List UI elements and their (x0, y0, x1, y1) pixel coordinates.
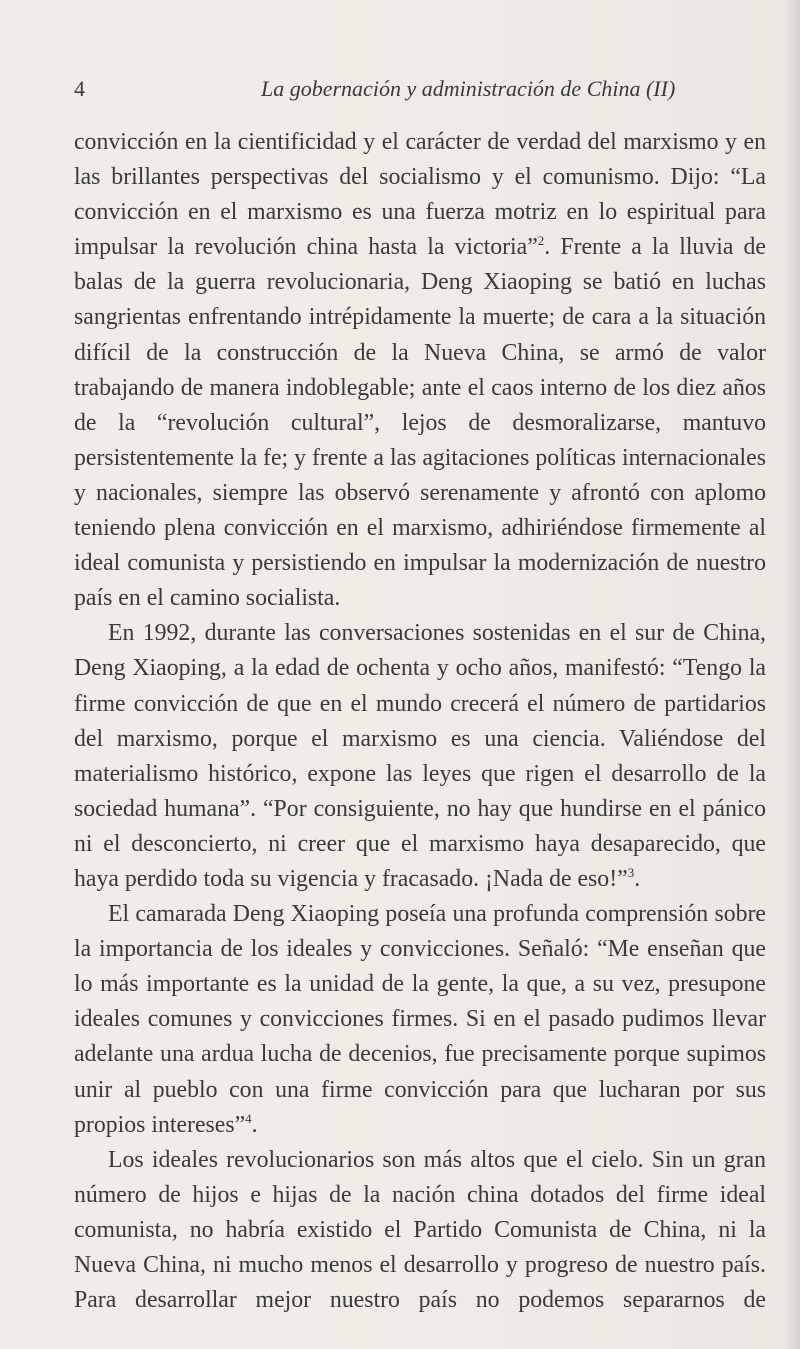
running-title: La gobernación y administración de China (II) (261, 76, 676, 101)
paragraph-4 (74, 1143, 766, 1318)
footnote-ref-2: 2 (537, 233, 545, 249)
footnote-ref-4: 4 (245, 1110, 252, 1126)
paragraph-1-text-b: . Frente a la lluvia de balas de la guerra revolucionaria, Deng Xiaoping se batió en luchas sangrientas enfrentando intrépidamente la muerte; de cara a la situación difícil de la construcción de la Nueva China, se armó de valor trabajando de manera indoblegable; ante el caos interno de los diez años de la “revolución cultural”, lejos de desmoralizarse, mantuvo persistentemente la fe; y frente a las agitaciones políticas internacionales y nacionales, siempre las observó serenamente y afrontó con aplomo teniendo plena convicción en el marxismo, adhiriéndose firmemente al ideal comunista y persistiendo en impulsar la modernización de nuestro país en el camino socialista. (74, 234, 766, 612)
body-text (74, 125, 766, 1318)
paragraph-3-text-b: . (251, 1111, 258, 1138)
paragraph-2-text-a: En 1992, durante las conversaciones sostenidas en el sur de China, Deng Xiaoping, a la edad de ochenta y ocho años, manifestó: “Tengo la firme convicción de que en el mundo crecerá el número de partidarios del marxismo, porque el marxismo es una ciencia. Valiéndose del materialismo histórico, expone las leyes que rigen el desarrollo de la sociedad humana”. “Por consiguiente, no hay que hundirse en el pánico ni el desconcierto, ni creer que el marxismo haya desaparecido, que haya perdido toda su vigencia y fracasado. ¡Nada de eso!” (74, 620, 766, 892)
paragraph-2 (74, 616, 766, 897)
paragraph-3-text-a: El camarada Deng Xiaoping poseía una profunda comprensión sobre la importancia de los ideales y convicciones. Señaló: “Me enseñan que lo más importante es la unidad de la gente, la que, a su vez, presupone ideales comunes y convicciones firmes. Si en el pasado pudimos llevar adelante una ardua lucha de decenios, fue precisamente porque supimos unir al pueblo con una firme convicción para que lucharan por sus propios intereses” (74, 901, 766, 1138)
paragraph-1-text-a: convicción en la cientificidad y el carácter de verdad del marxismo y en las brillantes perspectivas del socialismo y el comunismo. Dijo: “La convicción en el marxismo es una fuerza motriz en lo espiritual para impulsar la revolución china hasta la victoria” (74, 129, 766, 261)
page-header (74, 76, 766, 106)
page-edge-shadow (786, 0, 800, 1349)
footnote-ref-3: 3 (627, 864, 635, 880)
paragraph-3 (74, 897, 766, 1143)
paragraph-4-text-a: Los ideales revolucionarios son más altos que el cielo. Sin un gran número de hijos e hijas de la nación china dotados del firme ideal comunista, no habría existido el Partido Comunista de China, ni la Nueva China, ni mucho menos el desarrollo y progreso de nuestro país. Para desarrollar mejor nuestro país no podemos separarnos de (74, 1146, 766, 1314)
paragraph-2-text-b: . (634, 865, 641, 892)
paragraph-1 (74, 125, 766, 616)
page-number: 4 (74, 76, 85, 101)
